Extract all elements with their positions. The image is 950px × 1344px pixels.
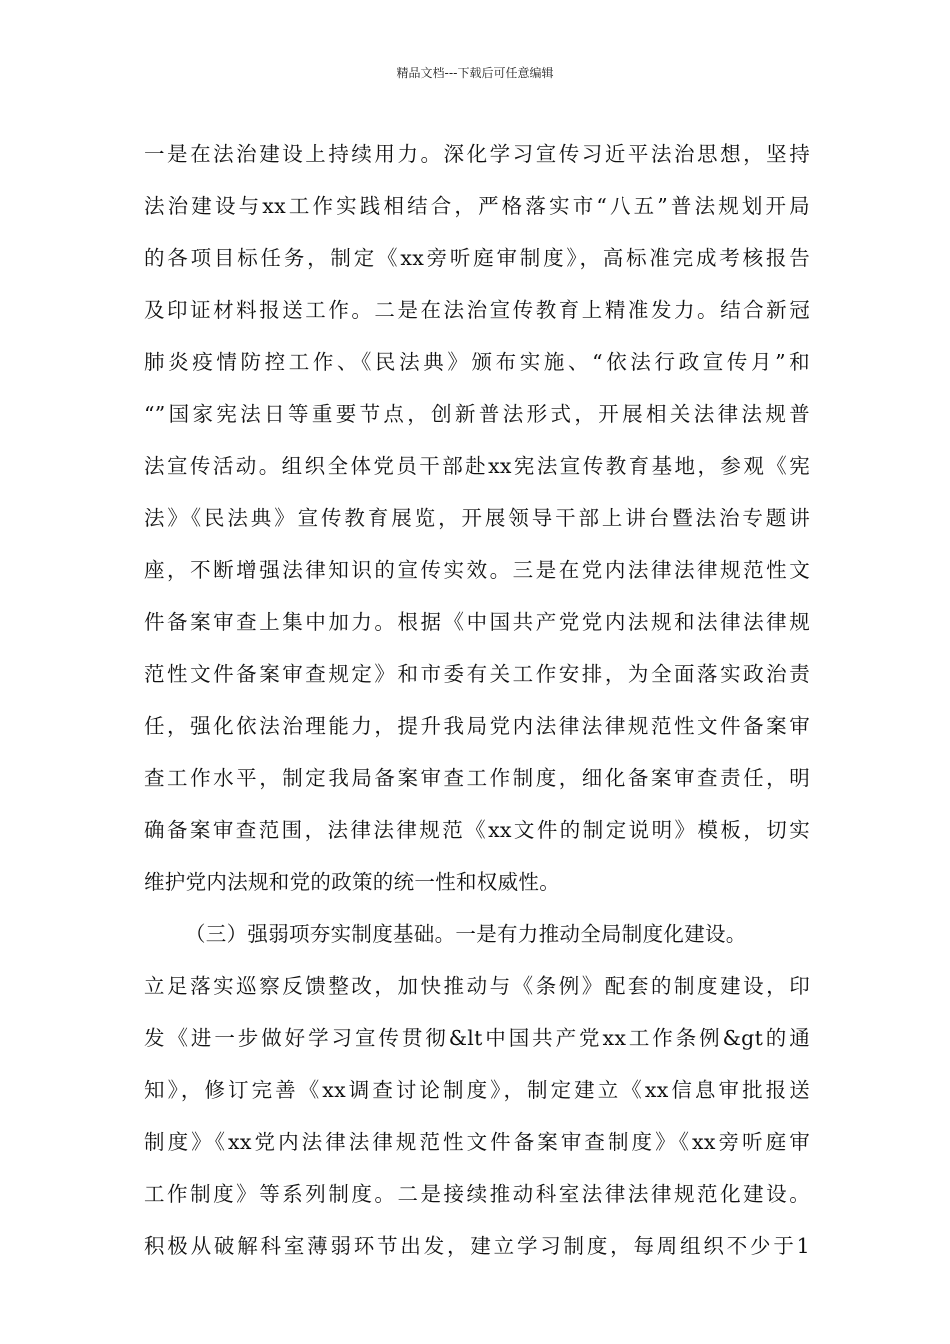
body-line: 确备案审查范围，法律法律规范《xx文件的制定说明》模板，切实	[144, 818, 810, 842]
document-body	[144, 130, 810, 1274]
body-line: 法治建设与xx工作实践相结合，严格落实市“八五”普法规划开局	[144, 194, 810, 218]
body-line: 发《进一步做好学习宣传贯彻&lt中国共产党xx工作条例&gt的通	[144, 1026, 810, 1050]
body-line: 一是在法治建设上持续用力。深化学习宣传习近平法治思想，坚持	[144, 142, 810, 166]
page-header: 精品文档---下载后可任意编辑	[396, 66, 554, 80]
body-line: 查工作水平，制定我局备案审查工作制度，细化备案审查责任，明	[144, 766, 810, 790]
body-line: 立足落实巡察反馈整改，加快推动与《条例》配套的制度建设，印	[144, 974, 810, 998]
body-line: 的各项目标任务，制定《xx旁听庭审制度》，高标准完成考核报告	[144, 246, 810, 270]
body-line: 维护党内法规和党的政策的统一性和权威性。	[144, 870, 560, 894]
body-line: “”国家宪法日等重要节点，创新普法形式，开展相关法律法规普	[144, 402, 810, 426]
body-line: 座，不断增强法律知识的宣传实效。三是在党内法律法律规范性文	[144, 558, 810, 582]
body-line: 法》《民法典》宣传教育展览，开展领导干部上讲台暨法治专题讲	[144, 506, 810, 530]
body-line: 工作制度》等系列制度。二是接续推动科室法律法律规范化建设。	[144, 1182, 810, 1206]
section-heading-line: （三）强弱项夯实制度基础。一是有力推动全局制度化建设。	[185, 922, 747, 946]
body-line: 肺炎疫情防控工作、《民法典》颁布实施、“依法行政宣传月”和	[144, 350, 810, 374]
body-line: 任，强化依法治理能力，提升我局党内法律法律规范性文件备案审	[144, 714, 810, 738]
body-line: 知》，修订完善《xx调查讨论制度》，制定建立《xx信息审批报送	[144, 1078, 810, 1102]
body-line: 制度》《xx党内法律法律规范性文件备案审查制度》《xx旁听庭审	[144, 1130, 810, 1154]
body-line: 及印证材料报送工作。二是在法治宣传教育上精准发力。结合新冠	[144, 298, 810, 322]
body-line: 件备案审查上集中加力。根据《中国共产党党内法规和法律法律规	[144, 610, 810, 634]
body-line: 积极从破解科室薄弱环节出发，建立学习制度，每周组织不少于1	[144, 1234, 810, 1258]
body-line: 范性文件备案审查规定》和市委有关工作安排，为全面落实政治责	[144, 662, 810, 686]
body-line: 法宣传活动。组织全体党员干部赴xx宪法宣传教育基地，参观《宪	[144, 454, 810, 478]
